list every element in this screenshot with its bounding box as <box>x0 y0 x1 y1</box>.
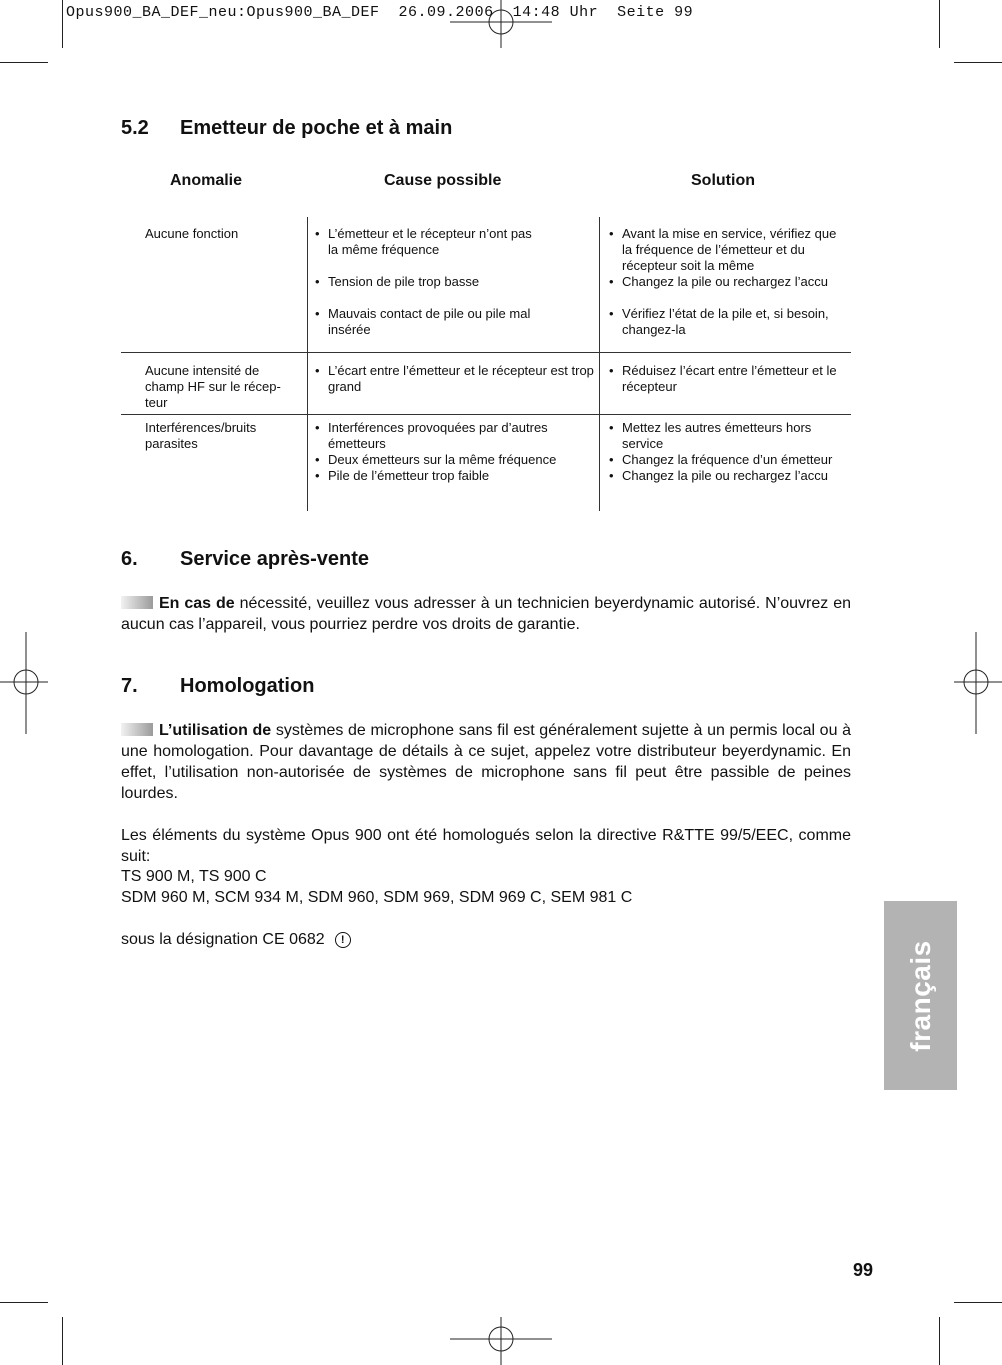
list-item: • Pile de l’émetteur trop faible <box>315 468 590 484</box>
crop-mark <box>954 62 1002 63</box>
list-item: • Deux émetteurs sur la même fréquence <box>315 452 590 468</box>
column-header-anomaly: Anomalie <box>170 172 243 189</box>
list-item: • Changez la fréquence d’un émetteur <box>609 452 855 468</box>
table-row-divider <box>121 414 851 415</box>
registration-mark-icon <box>450 0 552 48</box>
model-list: SDM 960 M, SCM 934 M, SDM 960, SDM 969, SDM 969 C, SEM 981 C <box>121 889 633 906</box>
crop-mark <box>954 1302 1002 1303</box>
list-item: • Tension de pile trop basse <box>315 274 590 290</box>
table-cell-anomaly: Aucune fonction <box>145 226 239 241</box>
registration-mark-icon <box>954 632 1002 734</box>
section-number: 6. <box>121 548 138 570</box>
crop-mark <box>0 1302 48 1303</box>
alert-circle-icon: ! <box>335 932 351 948</box>
section-heading-7 <box>121 675 314 698</box>
list-item: • Mauvais contact de pile ou pile mal insérée <box>315 306 590 338</box>
crop-mark <box>62 0 63 48</box>
language-tab <box>884 901 957 1090</box>
list-item: • L’émetteur et le récepteur n’ont pas la même fréquence <box>315 226 590 258</box>
table-cell-cause <box>315 226 590 338</box>
crop-mark <box>939 0 940 48</box>
section-number: 7. <box>121 675 138 697</box>
language-tab-label: français <box>904 939 936 1052</box>
table-divider <box>307 217 308 511</box>
section-number: 5.2 <box>121 117 149 139</box>
table-cell-anomaly: Aucune intensité de champ HF sur le récep-teur <box>145 363 281 410</box>
list-item: • Avant la mise en service, vérifiez que la fréquence de l’émetteur et du récepteur soit la même <box>609 226 853 274</box>
model-list: TS 900 M, TS 900 C <box>121 868 267 885</box>
homologation-paragraph <box>121 720 851 804</box>
directive-paragraph: Les éléments du système Opus 900 ont été homologués selon la directive R&TTE 99/5/EEC, comme suit: <box>121 827 851 865</box>
crop-mark <box>0 62 48 63</box>
table-cell-cause <box>315 363 595 395</box>
section-heading-6 <box>121 548 369 571</box>
list-item: • Vérifiez l’état de la pile et, si besoin, changez-la <box>609 306 853 338</box>
column-header-cause: Cause possible <box>384 172 502 189</box>
table-row-divider <box>121 352 851 353</box>
list-item: • Réduisez l’écart entre l’émetteur et le récepteur <box>609 363 853 395</box>
list-item: • Interférences provoquées par d’autres émetteurs <box>315 420 590 452</box>
table-cell-solution <box>609 420 855 484</box>
table-cell-solution <box>609 363 853 395</box>
service-paragraph <box>121 593 851 635</box>
registration-mark-icon <box>0 632 48 734</box>
list-item: • Changez la pile ou rechargez l’accu <box>609 274 853 290</box>
section-title: Homologation <box>180 675 315 697</box>
table-cell-solution <box>609 226 853 338</box>
list-item: • Mettez les autres émetteurs hors service <box>609 420 855 452</box>
registration-mark-icon <box>450 1317 552 1365</box>
lead-marker-bar <box>121 723 153 736</box>
crop-mark <box>62 1317 63 1365</box>
table-divider <box>599 217 600 511</box>
table-cell-anomaly: Interférences/bruits parasites <box>145 420 257 451</box>
print-slug: Opus900_BA_DEF_neu:Opus900_BA_DEF 26.09.2006 14:48 Uhr Seite 99 <box>66 4 694 21</box>
lead-text: En cas de <box>159 595 235 612</box>
ce-designation <box>121 929 351 950</box>
section-title: Emetteur de poche et à main <box>180 117 453 139</box>
lead-text: L’utilisation de <box>159 722 272 739</box>
crop-mark <box>939 1317 940 1365</box>
list-item: • Changez la pile ou rechargez l’accu <box>609 468 855 484</box>
section-title: Service après-vente <box>180 548 370 570</box>
paragraph-text: systèmes de microphone sans fil est généralement sujette à un permis local ou à une homologation. Pour davantage de détails à ce sujet, appelez votre distributeur beyerdynamic. En effet, l’utilisation non-autorisée de systèmes de microphone sans fil peut être passible de peines lourdes. <box>121 722 852 802</box>
section-heading-5-2 <box>121 117 452 140</box>
page-number: 99 <box>853 1260 874 1280</box>
paragraph-text: nécessité, veuillez vous adresser à un technicien beyerdynamic autorisé. N’ouvrez en aucun cas l’appareil, vous pourriez perdre vos droits de garantie. <box>121 595 852 633</box>
list-item: • L’écart entre l’émetteur et le récepteur est trop grand <box>315 363 595 395</box>
designation-text: sous la désignation CE 0682 <box>121 931 325 948</box>
table-cell-cause <box>315 420 590 484</box>
column-header-solution: Solution <box>691 172 755 189</box>
lead-marker-bar <box>121 596 153 609</box>
